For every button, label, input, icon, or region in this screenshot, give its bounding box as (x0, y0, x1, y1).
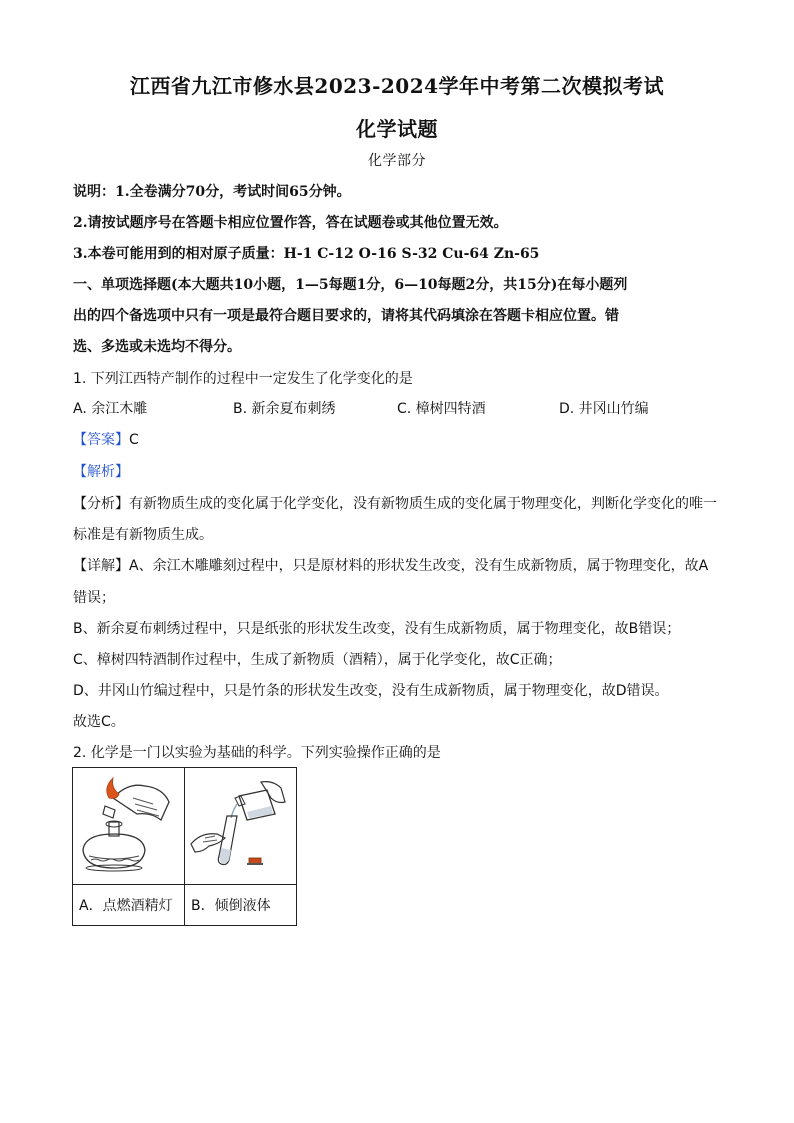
answer-line (73, 430, 728, 450)
exam-title: 江西省九江市修水县2023-2024学年中考第二次模拟考试 (129, 74, 665, 98)
xiangjie-line: B、新余夏布刺绣过程中，只是纸张的形状发生改变，没有生成新物质，属于物理变化，故B错误； (73, 621, 681, 637)
xiangjie-line: C、樟树四特酒制作过程中，生成了新物质（酒精），属于化学变化，故C正确； (73, 652, 562, 668)
section-label: 化学部分 (368, 153, 426, 169)
fenxi-line: 标准是有新物质生成。 (73, 527, 213, 543)
option-c: C. 樟树四特酒 (397, 401, 486, 417)
pouring-liquid-illustration (185, 768, 296, 884)
option-a: A. 余江木雕 (73, 401, 148, 417)
figure-cell-b (185, 768, 297, 885)
note-line: 3.本卷可能用到的相对原子质量：H-1 C-12 O-16 S-32 Cu-64 Zn-65 (73, 246, 540, 262)
figure-cell-a (73, 768, 185, 885)
part-heading-line: 选、多选或未选均不得分。 (73, 339, 241, 355)
part-heading-line: 一、单项选择题(本大题共10小题，1—5每题1分，6—10每题2分，共15分)在每小题列 (73, 277, 628, 293)
xiangjie-line: D、井冈山竹编过程中，只是竹条的形状发生改变，没有生成新物质，属于物理变化，故D错误。 (73, 683, 669, 699)
caption-a: A．点燃酒精灯 (73, 885, 185, 926)
question-stem: 2. 化学是一门以实验为基础的科学。下列实验操作正确的是 (73, 745, 441, 761)
part-heading-line: 出的四个备选项中只有一项是最符合题目要求的，请将其代码填涂在答题卡相应位置。错 (73, 308, 619, 324)
xiangjie-line: 故选C。 (73, 714, 125, 730)
option-b: B. 新余夏布刺绣 (233, 401, 336, 417)
analysis-tag: 【解析】 (73, 464, 129, 480)
answer-value: C (129, 432, 139, 448)
note-line: 2.请按试题序号在答题卡相应位置作答，答在试题卷或其他位置无效。 (73, 215, 508, 231)
fenxi-text: 有新物质生成的变化属于化学变化，没有新物质生成的变化属于物理变化，判断化学变化的唯一 (129, 496, 717, 512)
caption-b: B．倾倒液体 (185, 885, 297, 926)
xiangjie-line (73, 556, 728, 576)
xiangjie-line: 错误； (73, 590, 115, 606)
note-line: 说明：1.全卷满分70分，考试时间65分钟。 (73, 184, 351, 200)
fenxi-tag: 【分析】 (73, 496, 129, 512)
question-stem: 1. 下列江西特产制作的过程中一定发生了化学变化的是 (73, 371, 413, 387)
alcohol-lamp-lighting-illustration (73, 768, 184, 884)
option-d: D. 井冈山竹编 (559, 401, 649, 417)
xiangjie-text: A、余江木雕雕刻过程中，只是原材料的形状发生改变，没有生成新物质，属于物理变化，故A (129, 558, 709, 574)
xiangjie-tag: 【详解】 (73, 558, 129, 574)
answer-tag: 【答案】 (73, 432, 129, 448)
analysis-line (73, 462, 728, 482)
figure-table (72, 767, 297, 926)
fenxi-line (73, 494, 728, 514)
exam-subtitle: 化学试题 (356, 117, 438, 141)
